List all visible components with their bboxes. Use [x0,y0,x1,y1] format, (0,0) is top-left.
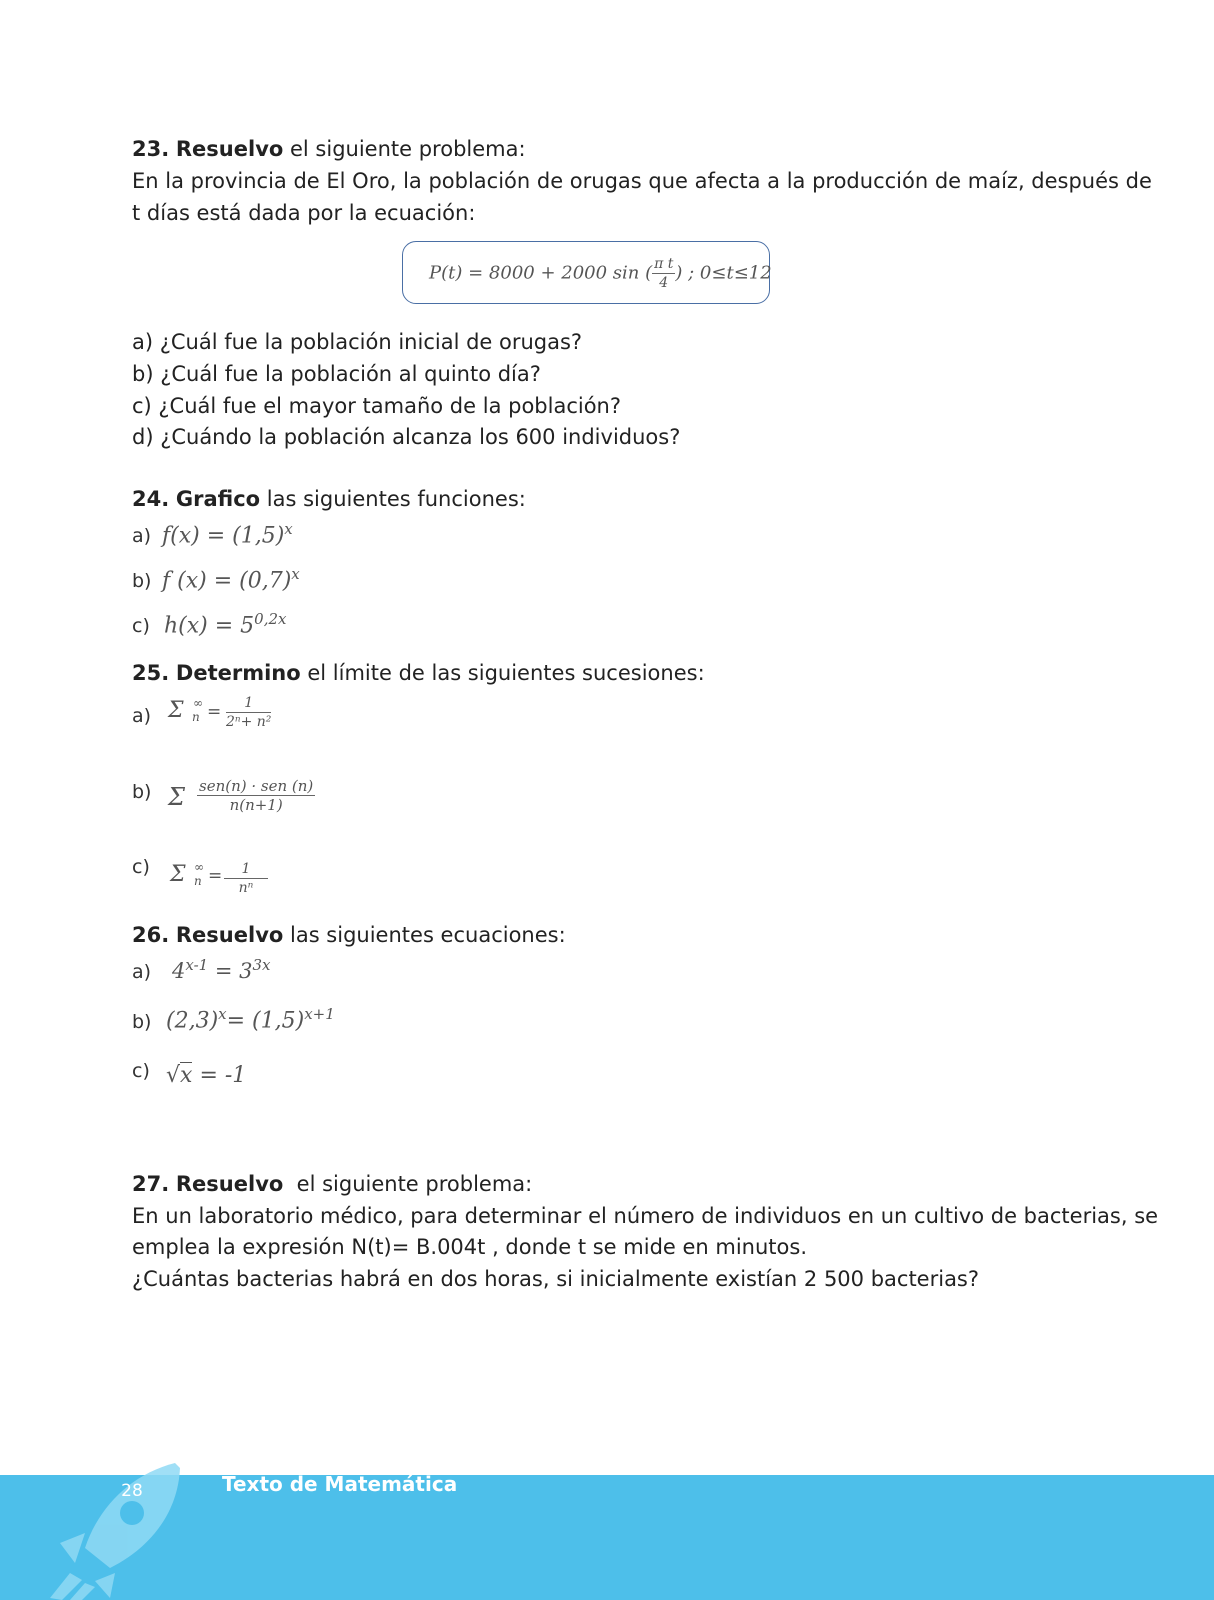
q24-c-base: h(x) = 5 [164,613,255,639]
q27-number: 27. [132,1172,170,1196]
q25-a-fraction [226,694,271,731]
q25-c-fraction [224,860,268,897]
q25-b-fraction [197,777,315,814]
q24-label-c: c) [132,615,150,637]
q25-c-denominator: nⁿ [238,880,254,896]
q25-label-c: c) [132,856,150,878]
q23-number: 23. [132,137,170,161]
q27-line2: emplea la expresión N(t)= B.004t , donde t se mide en minutos. [132,1235,808,1259]
q23-item-a: a) ¿Cuál fue la población inicial de orugas? [132,330,583,354]
q26-heading-rest: las siguientes ecuaciones: [283,923,566,947]
equation-fraction [652,255,675,292]
q26-label-a: a) [132,961,152,983]
q24-function-b [162,565,300,593]
q25-c-index: n [194,874,202,888]
q26-c-rest: = -1 [192,1063,247,1088]
q27-line3: ¿Cuántas bacterias habrá en dos horas, si inicialmente existían 2 500 bacterias? [132,1267,980,1291]
q23-item-c: c) ¿Cuál fue el mayor tamaño de la población? [132,394,622,418]
equation-denominator: 4 [659,275,669,291]
q26-b-mid: = (1,5) [226,1008,305,1034]
equation-right: ) ; 0≤t≤12 [675,262,772,284]
equation-box [402,241,770,304]
q25-a-numerator: 1 [226,694,271,713]
q26-equation-b [166,1005,335,1033]
q26-a-mid: = 3 [208,959,253,983]
q26-label-b: b) [132,1011,152,1033]
population-equation [429,255,772,292]
q25-c-infinity: ∞ [194,860,204,874]
q24-heading [132,483,526,515]
q26-a-exp1: x-1 [185,956,209,974]
q26-a-base1: 4 [172,959,186,983]
q26-heading [132,919,566,951]
q25-a-equals: = [207,702,222,722]
q27-heading [132,1168,532,1200]
q25-heading [132,657,705,689]
q26-equation-c [166,1063,246,1088]
sqrt-icon: √ [166,1063,181,1088]
q24-verb: Grafico [175,487,261,511]
q25-b-denominator: n(n+1) [229,796,283,814]
q25-a-denominator: 2ⁿ+ n² [226,714,272,730]
q26-verb: Resuelvo [175,923,284,947]
equation-numerator: π t [654,256,674,272]
q24-label-b: b) [132,570,152,592]
q24-a-exponent: x [284,520,293,538]
q25-c-equals: = [208,866,223,886]
q25-a-sigma: Σ [168,698,184,723]
q26-equation-a [172,956,271,983]
q25-b-numerator: sen(n) · sen (n) [199,777,314,795]
q27-verb: Resuelvo [175,1172,284,1196]
equation-left: P(t) = 8000 + 2000 sin ( [429,262,653,284]
q25-heading-rest: el límite de las siguientes sucesiones: [300,661,705,685]
q25-c-sigma: Σ [170,862,186,887]
q26-a-exp2: 3x [252,956,271,974]
q24-a-base: f(x) = (1,5) [162,523,285,549]
q25-verb: Determino [175,661,301,685]
q26-b-base1: (2,3) [166,1008,219,1034]
q26-b-exp1: x [218,1005,227,1023]
q23-line1: En la provincia de El Oro, la población de orugas que afecta a la producción de maíz, después de [132,169,1152,193]
q23-item-b: b) ¿Cuál fue la población al quinto día? [132,362,541,386]
q24-function-c [164,610,287,638]
q24-function-a [162,520,293,548]
q23-verb: Resuelvo [175,137,284,161]
q26-b-exp2: x+1 [304,1005,335,1023]
q23-line2: t días está dada por la ecuación: [132,201,476,225]
q24-b-base: f (x) = (0,7) [162,568,292,594]
q26-label-c: c) [132,1060,150,1082]
q26-number: 26. [132,923,170,947]
q24-heading-rest: las siguientes funciones: [260,487,526,511]
q24-number: 24. [132,487,170,511]
q23-heading-rest: el siguiente problema: [283,137,526,161]
book-title: Texto de Matemática [222,1472,458,1496]
q25-label-b: b) [132,781,152,803]
q27-line1: En un laboratorio médico, para determinar el número de individuos en un cultivo de bacterias, se [132,1204,1159,1228]
q24-b-exponent: x [291,565,300,583]
q25-b-sigma: Σ [168,783,185,811]
q25-label-a: a) [132,705,152,727]
q25-c-numerator: 1 [224,860,268,879]
q27-heading-rest: el siguiente problema: [283,1172,533,1196]
q25-number: 25. [132,661,170,685]
q26-c-radicand: x [180,1063,193,1088]
q23-heading [132,133,526,165]
q25-a-index: n [192,710,200,724]
q25-a-infinity: ∞ [193,696,203,710]
rocket-icon [40,1463,190,1600]
q23-item-d: d) ¿Cuándo la población alcanza los 600 individuos? [132,425,681,449]
footer-bar [0,1472,1214,1600]
q24-c-exponent: 0,2x [254,610,287,628]
page-number: 28 [121,1481,143,1501]
q24-label-a: a) [132,525,152,547]
